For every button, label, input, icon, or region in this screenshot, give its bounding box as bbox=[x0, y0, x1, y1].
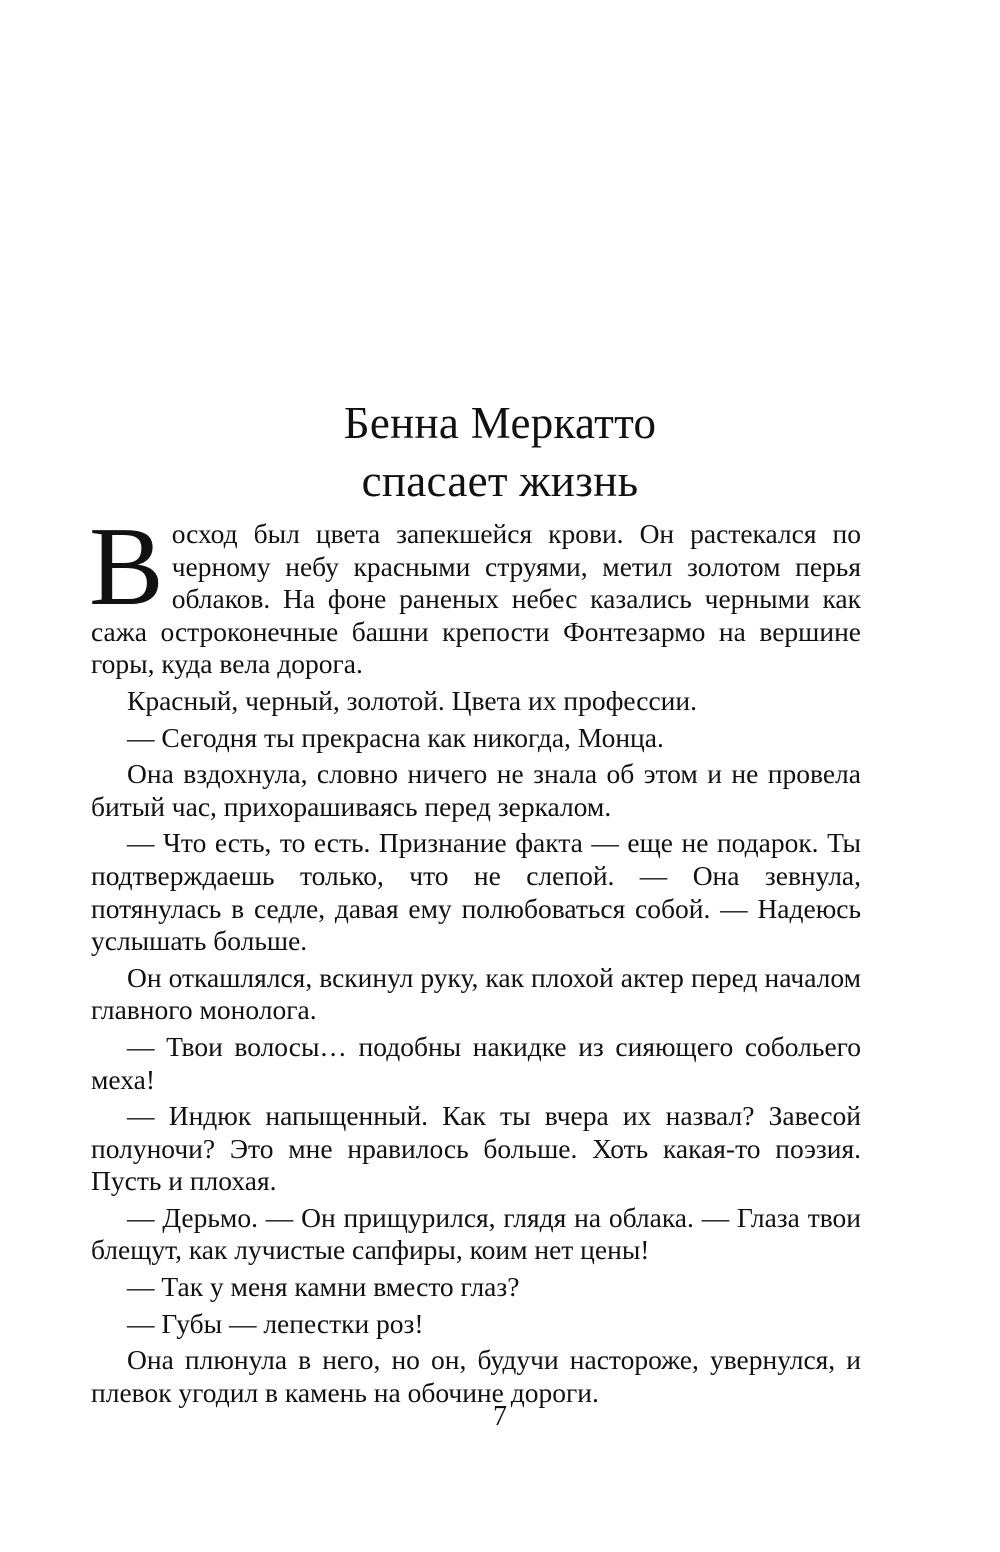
paragraph: Он откашлялся, вскинул руку, как плохой актер перед началом главного монолога. bbox=[91, 961, 861, 1026]
chapter-body bbox=[89, 505, 861, 1413]
opening-paragraph bbox=[89, 505, 861, 681]
dialogue-line: — Индюк напыщенный. Как ты вчера их назвал? Завесой полуночи? Это мне нравилось больше. Хоть какая-то поэзия. Пусть и плохая. bbox=[91, 1100, 861, 1197]
chapter-title bbox=[0, 394, 1000, 510]
dialogue-line: — Сегодня ты прекрасна как никогда, Монца. bbox=[127, 721, 664, 753]
dialogue-line: — Губы — лепестки роз! bbox=[127, 1307, 424, 1339]
dialogue-line: — Твои волосы… подобны накидке из сияющего собольего меха! bbox=[91, 1030, 861, 1095]
chapter-title-line-1: Бенна Меркатто bbox=[343, 398, 657, 448]
paragraph: Красный, черный, золотой. Цвета их профессии. bbox=[127, 684, 697, 716]
page-number: 7 bbox=[493, 1401, 507, 1432]
drop-cap: В bbox=[89, 505, 164, 629]
dialogue-line: — Что есть, то есть. Признание факта — еще не подарок. Ты подтверждаешь только, что не слепой. — Она зевнула, потянулась в седле, давая ему полюбоваться собой. — Надеюсь услышать больше. bbox=[91, 827, 861, 957]
paragraph: Она вздохнула, словно ничего не знала об этом и не провела битый час, прихорашиваясь перед зеркалом. bbox=[91, 758, 861, 822]
chapter-title-line-2: спасает жизнь bbox=[361, 456, 639, 506]
dialogue-line: — Дерьмо. — Он прищурился, глядя на облака. — Глаза твои блещут, как лучистые сапфиры, коим нет цены! bbox=[91, 1201, 861, 1266]
paragraph: Она плюнула в него, но он, будучи настороже, увернулся, и плевок угодил в камень на обочине дороги. bbox=[91, 1344, 861, 1408]
opening-paragraph-text: осход был цвета запекшейся крови. Он растекался по черному небу красными струями, метил золотом перья облаков. На фоне раненых небес казались черными как сажа остроконечные башни крепости Фонтезармо на вершине горы, куда вела дорога. bbox=[91, 518, 861, 680]
dialogue-line: — Так у меня камни вместо глаз? bbox=[127, 1271, 520, 1303]
